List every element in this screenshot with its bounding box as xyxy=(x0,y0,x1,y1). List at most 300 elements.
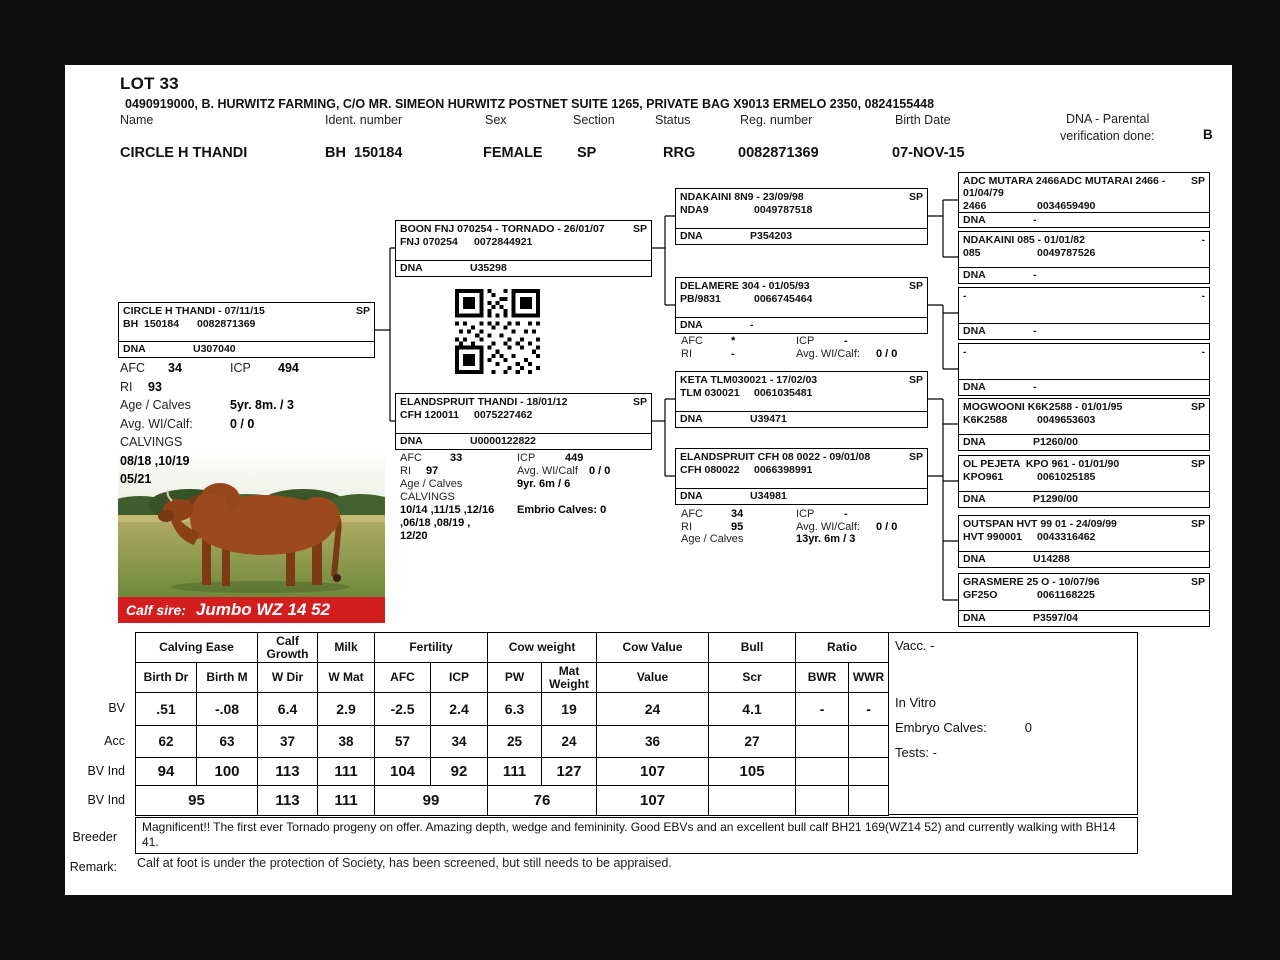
avg-wi-value: 0 / 0 xyxy=(230,416,255,431)
calvings-line-3: 12/20 xyxy=(400,530,428,542)
ind2-value: 76 xyxy=(488,786,597,816)
ind2-value: 99 xyxy=(375,786,488,816)
gp-reg: 0066398991 xyxy=(754,464,813,476)
dna-label: DNA xyxy=(963,269,986,281)
age-row xyxy=(400,478,658,491)
acc-value: 34 xyxy=(431,726,488,758)
dna-label: DNA xyxy=(963,214,986,226)
afc-value: 33 xyxy=(450,452,463,464)
icp-value: 494 xyxy=(278,361,299,375)
col-afc: AFC xyxy=(375,663,431,693)
ebv-value: 6.3 xyxy=(488,693,542,726)
ind2-value xyxy=(709,786,796,816)
gp-reg: 0066745464 xyxy=(754,293,813,305)
avg-wi-value: 0 / 0 xyxy=(589,465,611,477)
gg-name: MOGWOONI K6K2588 - 01/01/95 xyxy=(963,401,1123,413)
acc-value: 24 xyxy=(542,726,597,758)
breeder-remark-box xyxy=(135,817,1138,854)
gp-sire-dam-stats xyxy=(681,335,927,360)
ri-value: 95 xyxy=(731,520,744,533)
gp-ident: TLM 030021 xyxy=(680,387,740,399)
acc-value: 63 xyxy=(197,726,258,758)
ind-value: 94 xyxy=(136,758,197,786)
title-row xyxy=(676,372,927,386)
age-value: 9yr. 6m / 6 xyxy=(517,478,571,490)
afc-label: AFC xyxy=(400,452,422,464)
calf-sire-label: Calf sire: xyxy=(126,602,186,618)
ebv-value: - xyxy=(796,693,849,726)
icp-value: - xyxy=(844,335,848,347)
ebv-value: 24 xyxy=(597,693,709,726)
icp-value: - xyxy=(844,508,848,520)
ind-value: 100 xyxy=(197,758,258,786)
gg-ident: 085 xyxy=(963,247,981,259)
gg-name: NDAKAINI 085 - 01/01/82 xyxy=(963,234,1085,246)
icp-label: ICP xyxy=(796,335,815,347)
animal-name-value: CIRCLE H THANDI xyxy=(120,145,248,161)
gg-ident: K6K2588 xyxy=(963,414,1008,426)
ebv-table xyxy=(135,632,889,816)
ind-value: 107 xyxy=(597,758,709,786)
dna-label: DNA xyxy=(680,319,703,331)
group-ratio: Ratio xyxy=(796,633,889,663)
gg-name: ADC MUTARA 2466ADC MUTARAI 2466 - 01/04/79 xyxy=(963,175,1169,199)
animal-box-reg: 0082871369 xyxy=(197,318,256,330)
dna-label: DNA xyxy=(680,490,703,502)
id-row xyxy=(119,317,374,330)
gp-reg: 0049787518 xyxy=(754,204,813,216)
dna-verification-value: B xyxy=(1203,127,1213,142)
title-row xyxy=(676,449,927,463)
gg-reg: 0049653603 xyxy=(1037,414,1096,426)
id-row xyxy=(396,408,651,421)
reg-label: Reg. number xyxy=(740,113,813,127)
calf-at-foot-note: Calf at foot is under the protection of Society, has been screened, but still needs to be appraised. xyxy=(137,856,672,870)
animal-stats xyxy=(120,359,378,489)
sire-dna-value: U35298 xyxy=(470,262,507,274)
ind-value: 104 xyxy=(375,758,431,786)
dna-label: DNA xyxy=(400,262,423,274)
ind-value: 113 xyxy=(258,758,318,786)
gp-section: SP xyxy=(908,191,923,203)
ri-label: RI xyxy=(681,520,692,533)
title-row xyxy=(959,456,1209,470)
dna-label: DNA xyxy=(680,413,703,425)
gg-dna-value: U14288 xyxy=(1033,553,1070,565)
pedigree-box-gp-sire-sire xyxy=(675,188,928,245)
pedigree-box-dam xyxy=(395,393,652,450)
embryo-calves-label: Embryo Calves: xyxy=(895,720,987,735)
dna-row xyxy=(676,317,927,333)
breeder-label-line-2: Remark: xyxy=(69,860,117,874)
dna-label: DNA xyxy=(680,230,703,242)
qr-code xyxy=(455,289,540,374)
gp-ident: PB/9831 xyxy=(680,293,721,305)
ri-value: - xyxy=(731,347,735,360)
gg-dna-value: - xyxy=(1033,325,1037,337)
animal-box-name: CIRCLE H THANDI - 07/11/15 xyxy=(123,305,265,317)
acc-value: 27 xyxy=(709,726,796,758)
gp-dam-dam-stats xyxy=(681,508,927,546)
pedigree-box-gg-1 xyxy=(958,172,1210,228)
pedigree-box-gp-sire-dam xyxy=(675,277,928,334)
afc-label: AFC xyxy=(120,361,145,375)
id-row xyxy=(959,413,1209,426)
lot-title: LOT 33 xyxy=(120,74,179,93)
ident-label: Ident. number xyxy=(325,113,403,127)
gg-reg: 0034659490 xyxy=(1037,200,1096,212)
pedigree-box-gp-dam-sire xyxy=(675,371,928,428)
age-label: Age / Calves xyxy=(681,533,744,545)
gp-ident: CFH 080022 xyxy=(680,464,740,476)
cow-shadow xyxy=(170,581,350,593)
dna-label: DNA xyxy=(963,553,986,565)
gg-section: - xyxy=(1201,346,1205,358)
sex-label: Sex xyxy=(485,113,507,127)
col-icp: ICP xyxy=(431,663,488,693)
ident-value: BH 150184 xyxy=(325,145,403,161)
ebv-value: 6.4 xyxy=(258,693,318,726)
id-row xyxy=(676,292,927,305)
id-row xyxy=(959,588,1209,601)
dna-label: DNA xyxy=(123,343,146,355)
gg-name: OL PEJETA KPO 961 - 01/01/90 xyxy=(963,458,1120,470)
gp-reg: 0061035481 xyxy=(754,387,813,399)
col-pw: PW xyxy=(488,663,542,693)
gp-name: KETA TLM030021 - 17/02/03 xyxy=(680,374,818,386)
in-vitro-line: In Vitro xyxy=(895,695,936,710)
gp-dna-value: U34981 xyxy=(750,490,787,502)
dam-name: ELANDSPRUIT THANDI - 18/01/12 xyxy=(400,396,568,408)
afc-icp-row xyxy=(400,452,658,465)
acc-value xyxy=(796,726,849,758)
ind2-value: 111 xyxy=(318,786,375,816)
breeder-label-line-1: Breeder xyxy=(72,830,117,844)
ri-value: 97 xyxy=(426,465,439,477)
dna-verification-label: verification done: xyxy=(1060,129,1155,143)
dna-row xyxy=(676,228,927,244)
gg-dna-value: - xyxy=(1033,381,1037,393)
avg-wi-label: Avg. WI/Calf: xyxy=(120,416,193,431)
afc-label: AFC xyxy=(681,335,703,347)
dna-row xyxy=(959,491,1209,507)
id-row xyxy=(959,302,1209,315)
gg-reg: 0043316462 xyxy=(1037,531,1096,543)
gg-dna-value: P1290/00 xyxy=(1033,493,1078,505)
ebv-row-bv-ind-combined xyxy=(136,786,889,816)
id-row xyxy=(396,235,651,248)
gg-reg: 0061168225 xyxy=(1037,589,1095,601)
gp-section: SP xyxy=(908,374,923,386)
id-row xyxy=(959,470,1209,483)
gp-ident: NDA9 xyxy=(680,204,709,216)
gg-dna-value: - xyxy=(1033,214,1037,226)
section-value: SP xyxy=(577,145,597,161)
icp-label: ICP xyxy=(230,361,251,375)
ri-row xyxy=(120,378,378,397)
age-value: 13yr. 6m / 3 xyxy=(796,533,856,545)
icp-label: ICP xyxy=(796,508,815,520)
dna-row xyxy=(396,260,651,276)
icp-label: ICP xyxy=(517,452,536,464)
row-label-bv-ind-2: BV Ind xyxy=(87,793,125,807)
gp-section: SP xyxy=(908,280,923,292)
ri-avg-row xyxy=(400,465,658,478)
ri-label: RI xyxy=(120,379,133,394)
gg-section: - xyxy=(1201,290,1205,302)
afc-value: 34 xyxy=(168,361,182,375)
gg-section: SP xyxy=(1190,518,1205,530)
id-row xyxy=(676,203,927,216)
pedigree-box-gg-5 xyxy=(958,398,1210,451)
calvings-header xyxy=(120,433,378,452)
dam-stats xyxy=(400,452,658,543)
acc-value xyxy=(849,726,889,758)
gg-section: SP xyxy=(1190,401,1205,413)
breeder-remark-text: Magnificent!! The first ever Tornado progeny on offer. Amazing depth, wedge and femininity. Good EBVs and an excellent bull calf BH21 169(WZ14 52) and currently walking with BH14 41. xyxy=(142,820,1116,849)
dna-row xyxy=(119,341,374,357)
ind-value: 111 xyxy=(488,758,542,786)
dna-row xyxy=(959,551,1209,567)
calf-sire-name: Jumbo WZ 14 52 xyxy=(195,600,331,619)
ind-value: 105 xyxy=(709,758,796,786)
avg-wi-value: 0 / 0 xyxy=(876,347,898,360)
ri-value: 93 xyxy=(148,379,162,394)
id-row xyxy=(959,199,1209,212)
gp-name: NDAKAINI 8N9 - 23/09/98 xyxy=(680,191,804,203)
id-row xyxy=(959,530,1209,543)
gg-reg: 0049787526 xyxy=(1037,247,1096,259)
icp-value: 449 xyxy=(565,452,584,464)
gg-dna-value: P1260/00 xyxy=(1033,436,1078,448)
gp-section: SP xyxy=(908,451,923,463)
pedigree-box-gg-2 xyxy=(958,231,1210,284)
group-calving-ease: Calving Ease xyxy=(136,633,258,663)
gg-ident: KPO961 xyxy=(963,471,1004,483)
calvings-label: CALVINGS xyxy=(400,491,455,503)
group-bull: Bull xyxy=(709,633,796,663)
dna-row xyxy=(959,212,1209,228)
ind-value xyxy=(849,758,889,786)
ri-label: RI xyxy=(400,465,411,477)
ebv-value: 2.4 xyxy=(431,693,488,726)
gp-dna-value: U39471 xyxy=(750,413,787,425)
gg-section: SP xyxy=(1190,576,1205,588)
gg-section: SP xyxy=(1190,175,1205,187)
title-row xyxy=(959,173,1209,199)
dna-row xyxy=(959,323,1209,339)
gg-dna-value: - xyxy=(1033,269,1037,281)
gg-ident: GF25O xyxy=(963,589,998,601)
pedigree-box-gg-4 xyxy=(958,343,1210,396)
group-cow-value: Cow Value xyxy=(597,633,709,663)
ind-value: 127 xyxy=(542,758,597,786)
acc-value: 25 xyxy=(488,726,542,758)
ri-avg-row xyxy=(681,348,927,361)
acc-value: 62 xyxy=(136,726,197,758)
gg-name: OUTSPAN HVT 99 01 - 24/09/99 xyxy=(963,518,1117,530)
group-milk: Milk xyxy=(318,633,375,663)
calvings-dates: 10/14 ,11/15 ,12/16 xyxy=(400,504,495,516)
ind-value xyxy=(796,758,849,786)
group-cow-weight: Cow weight xyxy=(488,633,597,663)
row-label-bv-ind: BV Ind xyxy=(87,764,125,778)
title-row xyxy=(676,278,927,292)
id-row xyxy=(959,358,1209,371)
dna-row xyxy=(676,411,927,427)
col-w-dir: W Dir xyxy=(258,663,318,693)
col-w-mat: W Mat xyxy=(318,663,375,693)
reg-value: 0082871369 xyxy=(738,145,819,161)
group-fertility: Fertility xyxy=(375,633,488,663)
embryo-calves-line xyxy=(895,720,1032,735)
afc-icp-row xyxy=(681,335,927,348)
ind2-value xyxy=(849,786,889,816)
dna-label: DNA xyxy=(963,325,986,337)
calvings-line-1: 08/18 ,10/19 xyxy=(120,453,190,468)
calvings-line-1 xyxy=(400,504,658,517)
dam-section: SP xyxy=(632,396,647,408)
breeder-remark-label xyxy=(40,815,117,890)
dna-parental-label: DNA - Parental xyxy=(1066,112,1150,126)
gg-ident: HVT 990001 xyxy=(963,531,1022,543)
ebv-value: 19 xyxy=(542,693,597,726)
ind2-value: 95 xyxy=(136,786,258,816)
sire-name: BOON FNJ 070254 - TORNADO - 26/01/07 xyxy=(400,223,605,235)
ri-avg-row xyxy=(681,521,927,534)
animal-box-section: SP xyxy=(355,305,370,317)
gg-dna-value: P3597/04 xyxy=(1033,612,1078,624)
afc-label: AFC xyxy=(681,508,703,520)
gg-name: - xyxy=(963,290,967,302)
title-row xyxy=(959,574,1209,588)
ebv-value: -2.5 xyxy=(375,693,431,726)
ebv-group-header-row xyxy=(136,633,889,663)
afc-value: * xyxy=(731,335,736,347)
gp-dna-value: P354203 xyxy=(750,230,793,242)
breeder-address-line: 0490919000, B. HURWITZ FARMING, C/O MR. SIMEON HURWITZ POSTNET SUITE 1265, PRIVATE BAG X9013 ERMELO 2350, 0824155448 xyxy=(125,97,935,111)
avg-wi-label: Avg. WI/Calf xyxy=(517,465,578,477)
col-bwr: BWR xyxy=(796,663,849,693)
sex-value: FEMALE xyxy=(483,145,543,161)
gg-section: - xyxy=(1201,234,1205,246)
ebv-value: - xyxy=(849,693,889,726)
pedigree-box-animal xyxy=(118,302,375,358)
ind2-value: 113 xyxy=(258,786,318,816)
title-row xyxy=(959,516,1209,530)
afc-value: 34 xyxy=(731,508,744,520)
section-label: Section xyxy=(573,113,615,127)
col-birth-m: Birth M xyxy=(197,663,258,693)
age-value: 5yr. 8m. / 3 xyxy=(230,398,294,412)
name-label: Name xyxy=(120,113,154,127)
dna-row xyxy=(959,267,1209,283)
dna-row xyxy=(959,434,1209,450)
dam-reg: 0075227462 xyxy=(474,409,533,421)
ebv-row-acc xyxy=(136,726,889,758)
ebv-row-bv-ind xyxy=(136,758,889,786)
dna-label: DNA xyxy=(963,493,986,505)
embryo-calves-value: 0 xyxy=(1024,720,1032,735)
status-label: Status xyxy=(655,113,691,127)
avg-wi-label: Avg. WI/Calf: xyxy=(796,520,860,533)
col-scr: Scr xyxy=(709,663,796,693)
dna-row xyxy=(396,433,651,449)
gg-name: - xyxy=(963,346,967,358)
age-label: Age / Calves xyxy=(400,478,463,490)
gg-ident: 2466 xyxy=(963,200,987,212)
age-row xyxy=(681,533,927,546)
dna-label: DNA xyxy=(963,436,986,448)
dna-row xyxy=(959,379,1209,395)
gp-name: ELANDSPRUIT CFH 08 0022 - 09/01/08 xyxy=(680,451,871,463)
dna-row xyxy=(959,610,1209,626)
calvings-header xyxy=(400,491,658,504)
gg-name: GRASMERE 25 O - 10/07/96 xyxy=(963,576,1100,588)
pedigree-box-gg-8 xyxy=(958,573,1210,627)
title-row xyxy=(959,399,1209,413)
afc-icp-row xyxy=(681,508,927,521)
title-row xyxy=(959,232,1209,246)
sire-ident: FNJ 070254 xyxy=(400,236,458,248)
sire-section: SP xyxy=(632,223,647,235)
ri-label: RI xyxy=(681,347,692,360)
dam-ident: CFH 120011 xyxy=(400,409,459,421)
vacc-tests-panel xyxy=(888,632,1138,815)
avg-wi-value: 0 / 0 xyxy=(876,520,898,533)
avg-wi-label: Avg. WI/Calf: xyxy=(796,347,860,360)
calvings-label: CALVINGS xyxy=(120,435,183,449)
ebv-column-header-row xyxy=(136,663,889,693)
title-row xyxy=(959,288,1209,302)
pedigree-box-gg-3 xyxy=(958,287,1210,340)
avg-row xyxy=(120,415,378,434)
tests-line: Tests: - xyxy=(895,745,937,760)
ind2-value: 107 xyxy=(597,786,709,816)
title-row xyxy=(396,221,651,235)
age-row xyxy=(120,396,378,415)
ebv-value: .51 xyxy=(136,693,197,726)
pedigree-box-gg-7 xyxy=(958,515,1210,568)
embrio-calves: Embrio Calves: 0 xyxy=(517,504,607,516)
col-birth-dr: Birth Dr xyxy=(136,663,197,693)
row-label-bv: BV xyxy=(108,701,125,715)
title-row xyxy=(959,344,1209,358)
title-row xyxy=(676,189,927,203)
title-row xyxy=(396,394,651,408)
dna-label: DNA xyxy=(963,381,986,393)
ind-value: 111 xyxy=(318,758,375,786)
ind2-value xyxy=(796,786,849,816)
acc-value: 36 xyxy=(597,726,709,758)
calvings-line-2: ,06/18 ,08/19 , xyxy=(400,517,471,529)
calvings-line-2: 05/21 xyxy=(120,472,152,486)
col-mat-weight: Mat Weight xyxy=(542,663,597,693)
id-row xyxy=(676,386,927,399)
gg-section: SP xyxy=(1190,458,1205,470)
gp-name: DELAMERE 304 - 01/05/93 xyxy=(680,280,810,292)
sire-reg: 0072844921 xyxy=(474,236,533,248)
age-label: Age / Calves xyxy=(120,398,191,412)
title-row xyxy=(119,303,374,317)
pedigree-box-sire xyxy=(395,220,652,277)
dna-label: DNA xyxy=(400,435,423,447)
acc-value: 57 xyxy=(375,726,431,758)
ebv-row-bv xyxy=(136,693,889,726)
birthdate-label: Birth Date xyxy=(895,113,951,127)
pedigree-box-gg-6 xyxy=(958,455,1210,508)
dam-dna-value: U0000122822 xyxy=(470,435,536,447)
